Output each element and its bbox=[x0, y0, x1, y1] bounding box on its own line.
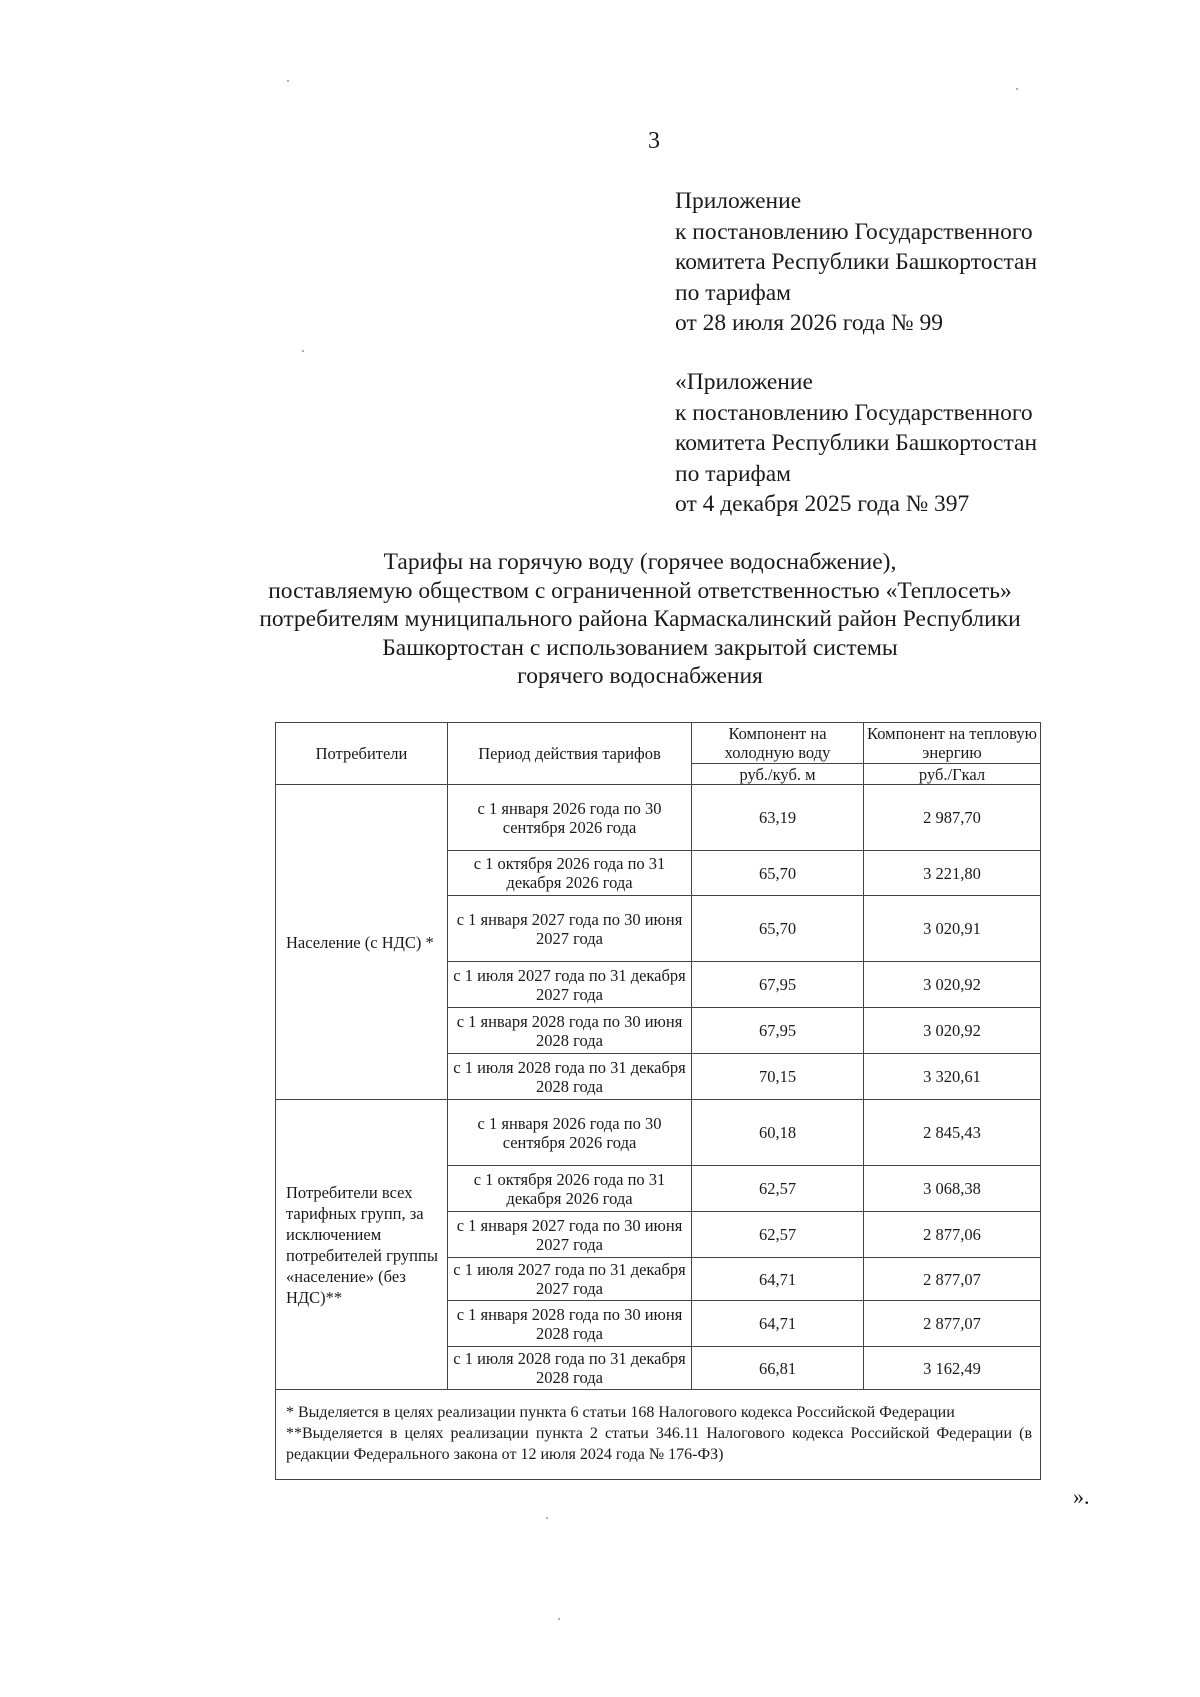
approval-block-amended bbox=[675, 367, 1037, 520]
heat-value: 3 020,91 bbox=[864, 896, 1041, 962]
header-water-component: Компонент на холодную воду bbox=[692, 723, 864, 764]
group-name-population: Население (с НДС) * bbox=[276, 785, 448, 1100]
heat-value: 3 320,61 bbox=[864, 1054, 1041, 1100]
heat-value: 3 020,92 bbox=[864, 1008, 1041, 1054]
approval-block-current bbox=[675, 186, 1037, 339]
water-value: 70,15 bbox=[692, 1054, 864, 1100]
water-value: 65,70 bbox=[692, 851, 864, 896]
approval-line: по тарифам bbox=[675, 460, 792, 487]
period-cell: с 1 января 2026 года по 30 сентября 2026 года bbox=[448, 1100, 692, 1166]
scan-speck bbox=[558, 1618, 560, 1620]
heat-value: 3 020,92 bbox=[864, 962, 1041, 1008]
heat-value: 3 068,38 bbox=[864, 1166, 1041, 1212]
heat-value: 2 877,07 bbox=[864, 1258, 1041, 1301]
water-value: 65,70 bbox=[692, 896, 864, 962]
heat-value: 3 162,49 bbox=[864, 1347, 1041, 1390]
table-row bbox=[276, 785, 1041, 851]
water-value: 67,95 bbox=[692, 962, 864, 1008]
scan-speck bbox=[302, 350, 304, 352]
water-value: 62,57 bbox=[692, 1212, 864, 1258]
page-number: 3 bbox=[648, 128, 660, 154]
footnotes bbox=[276, 1390, 1041, 1480]
header-heat-component: Компонент на тепловую энергию bbox=[864, 723, 1041, 764]
approval-line: комитета Республики Башкортостан bbox=[675, 249, 1038, 275]
approval-line: от 4 декабря 2025 года № 397 bbox=[675, 491, 970, 517]
title-line: поставляемую обществом с ограниченной ответственностью «Теплосеть» bbox=[268, 577, 1012, 604]
period-cell: с 1 июля 2027 года по 31 декабря 2027 года bbox=[448, 962, 692, 1008]
footnote-vat: * Выделяется в целях реализации пункта 6 статьи 168 Налогового кодекса Российской Федерации bbox=[286, 1404, 955, 1421]
closing-quote-mark: ». bbox=[1073, 1484, 1090, 1509]
water-value: 67,95 bbox=[692, 1008, 864, 1054]
header-period: Период действия тарифов bbox=[448, 723, 692, 785]
group-name-other-consumers: Потребители всех тарифных групп, за исключением потребителей группы «население» (без НДС)** bbox=[276, 1100, 448, 1390]
scan-speck bbox=[1016, 88, 1018, 90]
scan-speck bbox=[546, 1517, 548, 1519]
heat-value: 2 845,43 bbox=[864, 1100, 1041, 1166]
heat-value: 2 877,06 bbox=[864, 1212, 1041, 1258]
footnotes-row bbox=[276, 1390, 1041, 1480]
approval-line: от 28 июля 2026 года № 99 bbox=[675, 310, 943, 336]
period-cell: с 1 января 2028 года по 30 июня 2028 года bbox=[448, 1008, 692, 1054]
period-cell: с 1 июля 2028 года по 31 декабря 2028 года bbox=[448, 1347, 692, 1390]
header-water-unit: руб./куб. м bbox=[692, 764, 864, 785]
scan-speck bbox=[287, 80, 289, 82]
title-line: Башкортостан с использованием закрытой системы bbox=[382, 634, 898, 661]
water-value: 64,71 bbox=[692, 1301, 864, 1347]
period-cell: с 1 января 2027 года по 30 июня 2027 года bbox=[448, 896, 692, 962]
heat-value: 2 877,07 bbox=[864, 1301, 1041, 1347]
period-cell: с 1 октября 2026 года по 31 декабря 2026 года bbox=[448, 851, 692, 896]
heat-value: 3 221,80 bbox=[864, 851, 1041, 896]
title-line: Тарифы на горячую воду (горячее водоснабжение), bbox=[383, 549, 897, 575]
approval-line: по тарифам bbox=[675, 279, 792, 306]
period-cell: с 1 июля 2028 года по 31 декабря 2028 года bbox=[448, 1054, 692, 1100]
period-cell: с 1 января 2028 года по 30 июня 2028 года bbox=[448, 1301, 692, 1347]
water-value: 64,71 bbox=[692, 1258, 864, 1301]
tariff-table bbox=[275, 722, 1041, 1480]
water-value: 63,19 bbox=[692, 785, 864, 851]
period-cell: с 1 января 2026 года по 30 сентября 2026 года bbox=[448, 785, 692, 851]
table-row bbox=[276, 1100, 1041, 1166]
approval-line: к постановлению Государственного bbox=[675, 399, 1033, 426]
document-title bbox=[180, 548, 1100, 691]
water-value: 60,18 bbox=[692, 1100, 864, 1166]
footnote-no-vat: **Выделяется в целях реализации пункта 2 статьи 346.11 Налогового кодекса Российской Федерации (в редакции Федерального закона от 12 июля 2024 года № 176-ФЗ) bbox=[286, 1425, 1032, 1463]
water-value: 62,57 bbox=[692, 1166, 864, 1212]
title-line: потребителям муниципального района Кармаскалинский район Республики bbox=[259, 606, 1021, 632]
title-line: горячего водоснабжения bbox=[517, 663, 763, 689]
approval-line: к постановлению Государственного bbox=[675, 218, 1033, 245]
period-cell: с 1 января 2027 года по 30 июня 2027 года bbox=[448, 1212, 692, 1258]
period-cell: с 1 октября 2026 года по 31 декабря 2026 года bbox=[448, 1166, 692, 1212]
approval-line: Приложение bbox=[675, 188, 802, 214]
period-cell: с 1 июля 2027 года по 31 декабря 2027 года bbox=[448, 1258, 692, 1301]
approval-line: «Приложение bbox=[675, 369, 813, 395]
water-value: 66,81 bbox=[692, 1347, 864, 1390]
approval-line: комитета Республики Башкортостан bbox=[675, 430, 1038, 456]
heat-value: 2 987,70 bbox=[864, 785, 1041, 851]
header-consumers: Потребители bbox=[276, 723, 448, 785]
header-heat-unit: руб./Гкал bbox=[864, 764, 1041, 785]
